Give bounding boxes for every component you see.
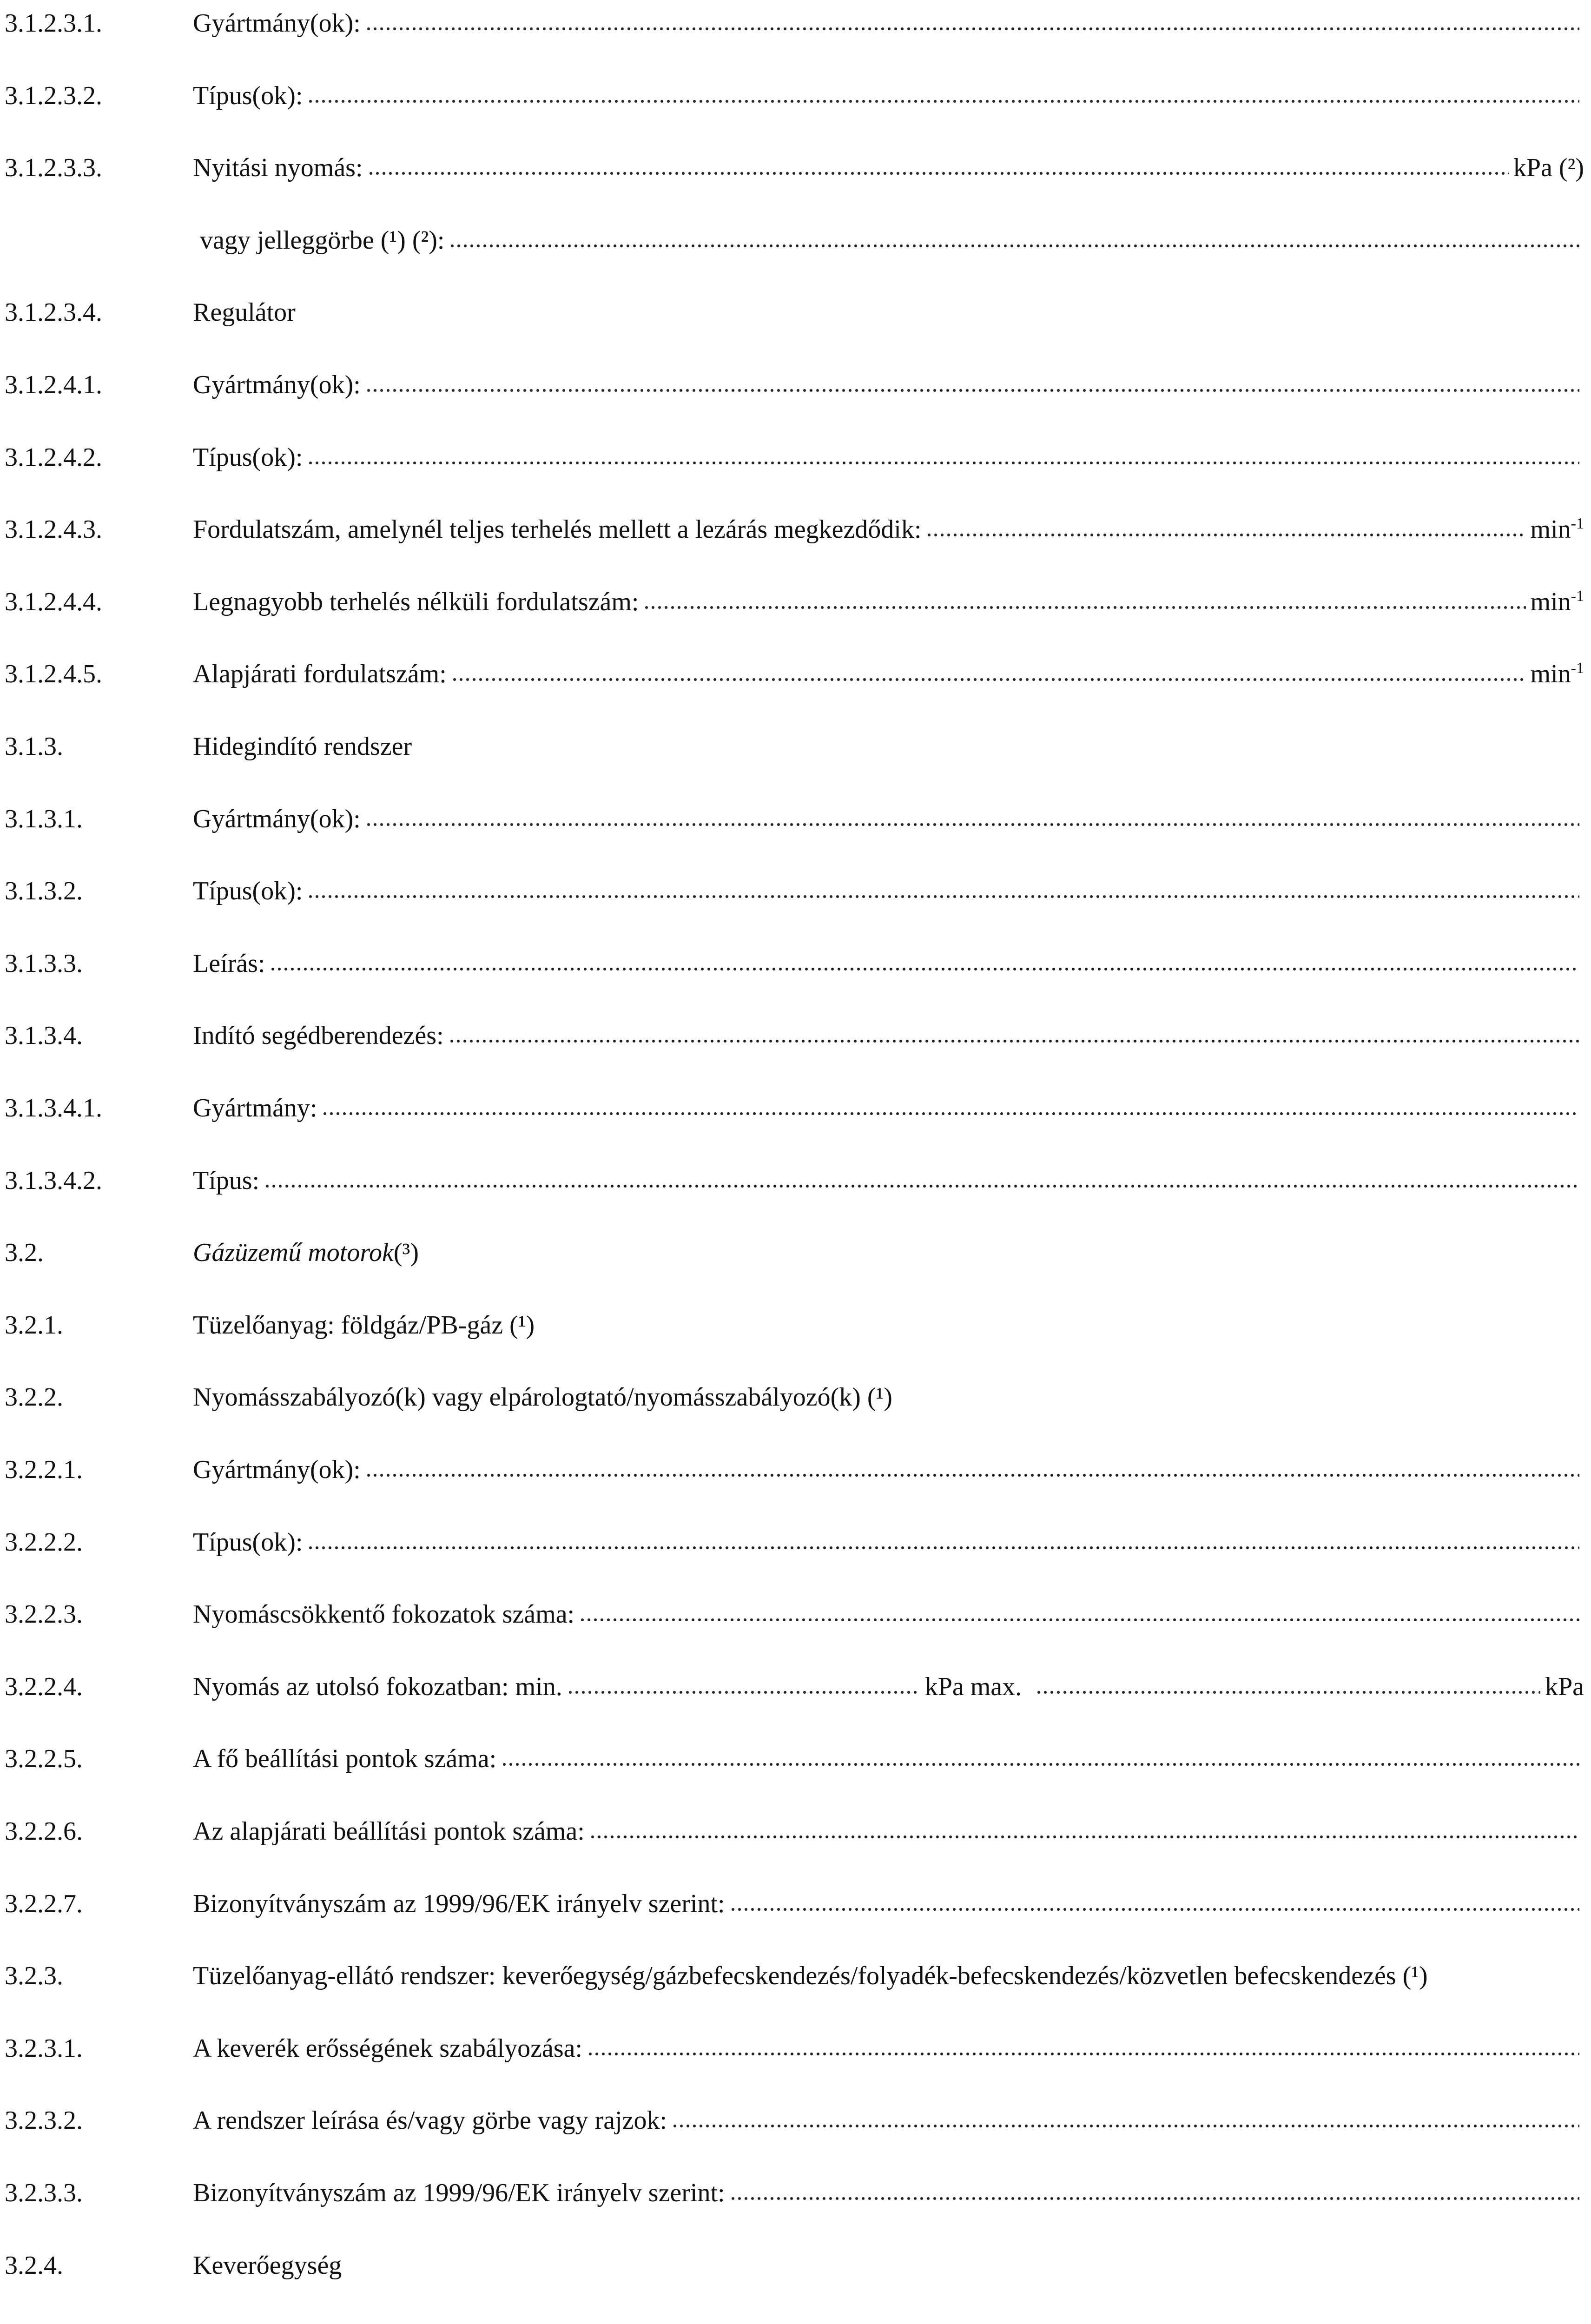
item-content — [193, 1668, 1584, 1705]
item-content — [193, 1234, 1584, 1271]
fill-in-field[interactable] — [322, 1111, 1579, 1116]
item-number: 3.1.3.3. — [5, 949, 83, 978]
form-row — [0, 655, 1591, 693]
item-number — [5, 2319, 83, 2324]
form-row — [0, 1307, 1591, 1344]
item-content — [193, 1379, 1584, 1416]
item-label: Nyomás az utolsó fokozatban: min. — [193, 1672, 562, 1701]
form-row — [0, 1957, 1591, 1994]
item-label: Típus(ok): — [193, 81, 303, 110]
item-label: Típus(ok): — [193, 877, 303, 906]
form-row — [0, 366, 1591, 403]
item-label: Típus(ok): — [193, 442, 303, 472]
form-row — [0, 222, 1591, 259]
item-content — [193, 366, 1584, 403]
item-label: Nyomáscsökkentő fokozatok száma: — [193, 1600, 575, 1629]
form-row — [0, 945, 1591, 982]
form-row — [0, 1596, 1591, 1633]
item-label: A fő beállítási pontok száma: — [193, 1744, 497, 1774]
fill-in-field[interactable] — [307, 99, 1579, 104]
fill-in-field[interactable] — [579, 1617, 1579, 1623]
fill-in-field[interactable] — [672, 2123, 1579, 2129]
item-label: Legnagyobb terhelés nélküli fordulatszám: — [193, 587, 639, 616]
item-label: A rendszer leírása és/vagy görbe vagy rajzok: — [193, 2106, 667, 2135]
item-content — [193, 945, 1584, 982]
fill-in-field[interactable] — [587, 2051, 1579, 2057]
item-number: 3.1.2.4.4. — [5, 587, 102, 616]
item-label: Gyártmány(ok): — [193, 370, 361, 399]
item-number: 3.2. — [5, 1238, 44, 1268]
item-label: Típus: — [193, 1166, 260, 1195]
form-row — [0, 1885, 1591, 1922]
fill-in-field[interactable] — [365, 388, 1579, 393]
item-number: 3.1.3.2. — [5, 877, 83, 906]
fill-in-field[interactable] — [365, 26, 1579, 32]
item-content — [193, 728, 1584, 765]
item-number: 3.1.2.4.1. — [5, 370, 102, 399]
item-number: 3.2.2. — [5, 1383, 63, 1412]
item-label: Bizonyítványszám az 1999/96/EK irányelv szerint: — [193, 2179, 725, 2207]
form-row — [0, 800, 1591, 838]
item-content — [193, 1089, 1584, 1127]
fill-in-field[interactable] — [307, 1545, 1579, 1551]
item-number: 3.1.2.3.3. — [5, 153, 102, 183]
form-row — [0, 583, 1591, 621]
item-content — [193, 1957, 1584, 1994]
item-number: 3.1.3.4. — [5, 1021, 83, 1050]
fill-in-field[interactable] — [926, 532, 1525, 538]
fill-in-field[interactable] — [730, 1907, 1579, 1912]
item-number: 3.1.2.4.5. — [5, 660, 102, 689]
item-label: Regulátor — [193, 298, 296, 327]
item-label: Tüzelőanyag: földgáz/PB-gáz (¹) — [193, 1310, 535, 1340]
item-label: Gázüzemű motorok — [193, 1238, 394, 1268]
item-number: 3.2.3.1. — [5, 2034, 83, 2063]
item-number: 3.1.2.4.3. — [5, 515, 102, 544]
form-row — [0, 1740, 1591, 1777]
form-row — [0, 149, 1591, 186]
item-content — [193, 2174, 1584, 2212]
form-row — [0, 511, 1591, 548]
item-number: 3.2.2.6. — [5, 1817, 83, 1846]
item-content — [193, 1740, 1584, 1777]
item-label: Bizonyítványszám az 1999/96/EK irányelv szerint: — [193, 1889, 725, 1918]
form-row — [0, 2174, 1591, 2212]
form-row — [0, 1017, 1591, 1054]
unit-label: kPa (²) — [1513, 153, 1584, 183]
form-row — [0, 294, 1591, 331]
item-number: 3.2.3.3. — [5, 2179, 83, 2207]
item-label: Gyártmány(ok): — [193, 9, 361, 38]
item-label: Típus(ok): — [193, 1527, 303, 1557]
item-content — [193, 1451, 1584, 1488]
form-row — [0, 872, 1591, 910]
item-content — [200, 222, 1584, 259]
item-content — [193, 1162, 1584, 1199]
item-number: 3.1.3.4.2. — [5, 1166, 102, 1195]
item-number: 3.2.3.2. — [5, 2106, 83, 2135]
item-label: Nyitási nyomás: — [193, 153, 363, 183]
form-row — [0, 1451, 1591, 1488]
item-label: Indító segédberendezés: — [193, 1021, 444, 1050]
form-row — [0, 77, 1591, 114]
item-content — [193, 1017, 1584, 1054]
unit-label: $\min^{-1}$ — [1530, 515, 1584, 544]
fill-in-field[interactable] — [451, 677, 1526, 682]
item-number: 3.1.3.1. — [5, 804, 83, 833]
item-number: 3.2.3. — [5, 1961, 63, 1991]
item-label: vagy jelleggörbe (¹) (²): — [200, 225, 445, 255]
form-row — [0, 2319, 1591, 2324]
item-number: 3.1.2.3.4. — [5, 298, 102, 327]
item-content — [193, 655, 1584, 693]
item-number: 3.2.2.7. — [5, 1889, 83, 1918]
fill-in-field[interactable] — [449, 243, 1579, 249]
item-content — [193, 1813, 1584, 1850]
item-content — [193, 800, 1584, 838]
fill-in-field[interactable] — [567, 1690, 920, 1695]
item-label: Gyártmány: — [193, 1094, 317, 1122]
item-content — [193, 5, 1584, 42]
item-content — [193, 2319, 1584, 2324]
item-label: Tüzelőanyag-ellátó rendszer: keverőegység/gázbefecskendezés/folyadék-befecskendezés/közvetlen befecskendezés (¹) — [193, 1961, 1428, 1991]
item-content — [193, 1307, 1584, 1344]
form-row — [0, 728, 1591, 765]
fill-in-field[interactable] — [365, 1472, 1579, 1478]
item-label: Fordulatszám, amelynél teljes terhelés mellett a lezárás megkezdődik: — [193, 515, 922, 544]
item-label: Gyártmány(ok): — [193, 804, 361, 833]
fill-in-field[interactable] — [589, 1834, 1579, 1840]
form-row — [0, 1234, 1591, 1271]
form-row — [0, 1524, 1591, 1561]
item-number: 3.2.2.1. — [5, 1455, 83, 1484]
item-content — [193, 1524, 1584, 1561]
item-label: Nyomásszabályozó(k) vagy elpárologtató/nyomásszabályozó(k) (¹) — [193, 1383, 892, 1412]
form-row — [0, 5, 1591, 42]
form-row — [0, 439, 1591, 476]
item-content — [193, 872, 1584, 910]
form-row — [0, 2102, 1591, 2139]
item-content — [193, 511, 1584, 548]
form-row — [0, 1162, 1591, 1199]
unit-label: kPa — [1545, 1672, 1584, 1701]
fill-in-field[interactable] — [643, 605, 1525, 610]
fill-in-field[interactable] — [270, 966, 1579, 972]
fill-in-field[interactable] — [307, 460, 1579, 466]
item-label: Az alapjárati beállítási pontok száma: — [193, 1817, 585, 1846]
item-label-suffix: (³) — [393, 1238, 419, 1268]
item-number: 3.2.2.3. — [5, 1600, 83, 1629]
fill-in-field[interactable] — [501, 1762, 1579, 1767]
item-number: 3.2.4. — [5, 2251, 63, 2280]
item-label: A keverék erősségének szabályozása: — [193, 2034, 583, 2063]
item-label: Keverőegység — [193, 2251, 342, 2280]
item-number: 3.1.2.4.2. — [5, 442, 102, 472]
item-label — [193, 2319, 270, 2324]
form-row — [0, 2030, 1591, 2067]
item-content — [193, 2247, 1584, 2284]
item-content — [193, 2030, 1584, 2067]
item-number: 3.2.2.2. — [5, 1527, 83, 1557]
item-number: 3.2.1. — [5, 1310, 63, 1340]
item-content — [193, 583, 1584, 621]
item-content — [193, 149, 1584, 186]
item-content — [193, 1885, 1584, 1922]
item-number: 3.2.2.4. — [5, 1672, 83, 1701]
item-number: 3.2.2.5. — [5, 1744, 83, 1774]
form-row — [0, 2247, 1591, 2284]
item-content — [193, 439, 1584, 476]
item-number: 3.1.3.4.1. — [5, 1094, 102, 1122]
form-row — [0, 1379, 1591, 1416]
unit-label: kPa max. — [924, 1672, 1022, 1701]
fill-in-field[interactable] — [730, 2196, 1579, 2201]
form-row — [0, 1813, 1591, 1850]
item-content — [193, 294, 1584, 331]
unit-label: $\min^{-1}$ — [1530, 587, 1584, 616]
fill-in-field[interactable] — [264, 1183, 1579, 1189]
item-label: Gyártmány(ok): — [193, 1455, 361, 1484]
fill-in-field[interactable] — [449, 1038, 1579, 1044]
fill-in-field[interactable] — [307, 894, 1579, 899]
item-content — [193, 2102, 1584, 2139]
item-number: 3.1.2.3.1. — [5, 9, 102, 38]
item-content — [193, 1596, 1584, 1633]
item-label: Alapjárati fordulatszám: — [193, 660, 447, 689]
unit-label: $\min^{-1}$ — [1530, 660, 1584, 689]
form-row — [0, 1668, 1591, 1705]
fill-in-field[interactable] — [368, 171, 1509, 176]
item-label: Hidegindító rendszer — [193, 732, 412, 761]
fill-in-field[interactable] — [365, 822, 1579, 827]
item-number: 3.1.3. — [5, 732, 63, 761]
item-label: Leírás: — [193, 949, 265, 978]
item-number: 3.1.2.3.2. — [5, 81, 102, 110]
item-content — [193, 77, 1584, 114]
fill-in-field[interactable] — [1036, 1690, 1540, 1695]
form-row — [0, 1089, 1591, 1127]
